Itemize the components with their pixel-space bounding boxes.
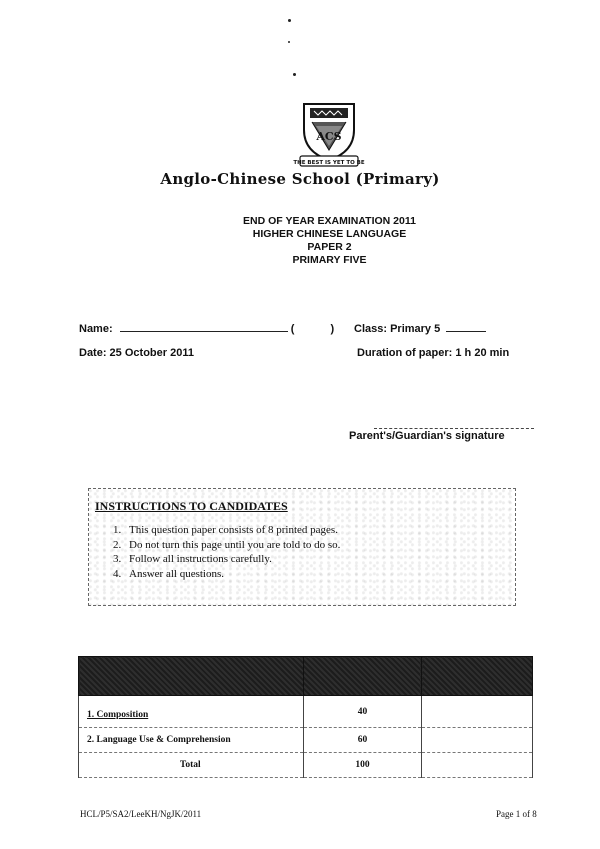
scan-dot [293,73,296,76]
duration-label: Duration of paper: 1 h 20 min [357,347,510,359]
total-score-cell[interactable] [422,753,533,778]
marks-table-header [79,657,533,696]
header-cell [303,657,422,696]
school-name: Anglo-Chinese School (Primary) [160,170,440,188]
paper-title: PAPER 2 [307,241,352,253]
svg-text:THE BEST IS YET TO BE: THE BEST IS YET TO BE [293,160,365,166]
instruction-item: 4. Answer all questions. [113,567,225,580]
instruction-item: 3. Follow all instructions carefully. [113,553,272,565]
register-paren-close: ) [330,323,335,335]
register-paren-open: ( [290,323,295,335]
instruction-item: 2. Do not turn this page until you are told to do so. [113,538,341,551]
exam-title-block [232,215,427,267]
exam-title: END OF YEAR EXAMINATION 2011 [243,215,416,227]
class-blank[interactable] [446,321,486,332]
table-row [79,728,533,753]
header-cell [422,657,533,696]
total-label: Total [79,753,304,778]
score-cell[interactable] [422,728,533,753]
page-number: Page 1 of 8 [496,809,537,819]
instructions-title: INSTRUCTIONS TO CANDIDATES [95,499,288,513]
signature-line[interactable] [374,428,534,429]
section-marks: 40 [303,696,422,728]
subject-title: HIGHER CHINESE LANGUAGE [252,228,407,240]
document-code: HCL/P5/SA2/LeeKH/NgJK/2011 [80,809,202,819]
name-blank[interactable] [120,321,288,332]
instruction-item: 1. This question paper consists of 8 printed pages. [113,524,338,536]
section-label: 1. Composition [79,696,304,728]
name-label: Name: [79,323,113,335]
school-crest-logo [293,100,365,170]
marks-table [78,656,533,778]
table-row [79,753,533,778]
svg-text:ACS: ACS [316,130,342,143]
score-cell[interactable] [422,696,533,728]
total-marks: 100 [303,753,422,778]
date-label: Date: 25 October 2011 [79,347,194,359]
instructions-box [88,488,516,606]
class-label: Class: Primary 5 [354,323,441,335]
name-field [79,321,334,335]
class-field [354,321,486,335]
level-title: PRIMARY FIVE [292,254,367,266]
header-cell [79,657,304,696]
section-label: 2. Language Use & Comprehension [79,728,304,753]
instructions-list [113,523,340,581]
signature-label: Parent's/Guardian's signature [349,430,505,442]
table-row [79,696,533,728]
scan-dot [288,41,290,43]
section-marks: 60 [303,728,422,753]
scan-dot [288,19,291,22]
